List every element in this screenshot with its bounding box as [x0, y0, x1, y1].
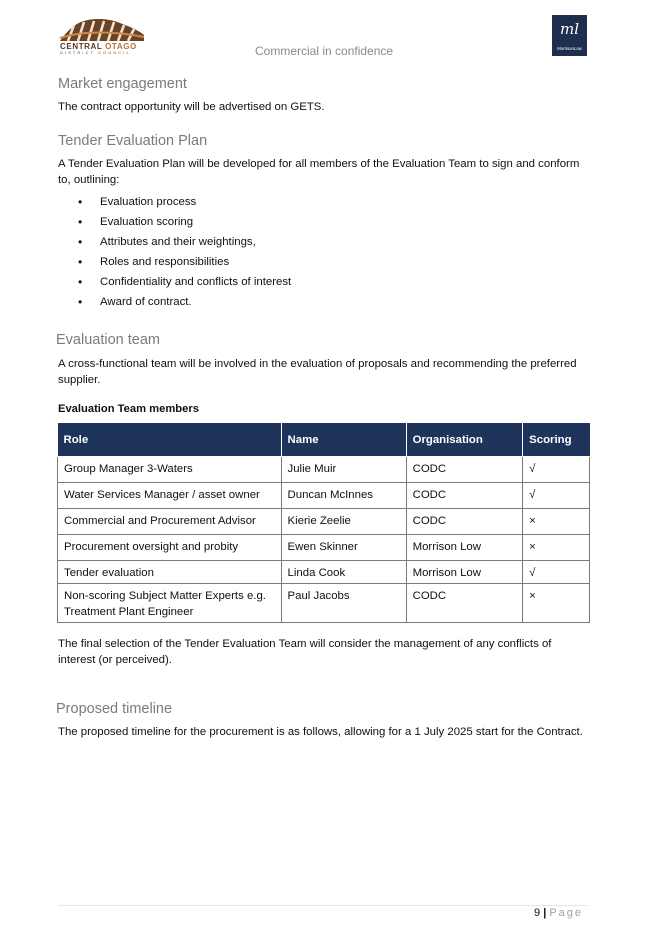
ml-monogram-icon: ml	[559, 20, 580, 38]
timeline-text: The proposed timeline for the procurement is as follows, allowing for a 1 July 2025 start for the Contract.	[58, 726, 583, 738]
cell-organisation: CODC	[406, 457, 523, 483]
list-item: • Attributes and their weightings,	[58, 234, 291, 254]
footer-divider	[58, 905, 588, 906]
cell-role: Non-scoring Subject Matter Experts e.g. Treatment Plant Engineer	[58, 584, 282, 623]
cell-scoring: √	[523, 483, 590, 509]
evaluation-team-table	[57, 423, 590, 623]
list-item: • Award of contract.	[58, 294, 291, 314]
cell-name: Kierie Zeelie	[281, 509, 406, 535]
confidentiality-label: Commercial in confidence	[255, 44, 394, 58]
market-engagement-text: The contract opportunity will be advertised on GETS.	[58, 101, 325, 113]
list-item: • Confidentiality and conflicts of interest	[58, 274, 291, 294]
heading-tender-evaluation-plan: Tender Evaluation Plan	[58, 133, 208, 149]
cell-name: Duncan McInnes	[281, 483, 406, 509]
table-row	[58, 535, 590, 561]
table-row	[58, 457, 590, 483]
list-item: • Roles and responsibilities	[58, 254, 291, 274]
cell-name: Linda Cook	[281, 561, 406, 584]
morrison-low-logo	[552, 15, 587, 56]
column-header-name: Name	[281, 423, 406, 457]
cell-scoring: √	[523, 457, 590, 483]
cell-role: Water Services Manager / asset owner	[58, 483, 282, 509]
page-number-separator: |	[543, 907, 547, 919]
table-caption: Evaluation Team members	[58, 403, 199, 415]
cell-role: Tender evaluation	[58, 561, 282, 584]
cell-scoring: ×	[523, 509, 590, 535]
column-header-organisation: Organisation	[406, 423, 523, 457]
tender-plan-list	[58, 194, 291, 314]
cell-scoring: ×	[523, 535, 590, 561]
cell-scoring: √	[523, 561, 590, 584]
heading-market-engagement: Market engagement	[58, 76, 187, 92]
codc-logo-subtitle: DISTRICT COUNCIL	[60, 51, 131, 55]
cell-role: Commercial and Procurement Advisor	[58, 509, 282, 535]
cell-name: Julie Muir	[281, 457, 406, 483]
cell-role: Group Manager 3-Waters	[58, 457, 282, 483]
column-header-scoring: Scoring	[523, 423, 590, 457]
list-item: • Evaluation process	[58, 194, 291, 214]
cell-organisation: Morrison Low	[406, 535, 523, 561]
page-label: Page	[549, 907, 584, 919]
heading-proposed-timeline: Proposed timeline	[56, 701, 173, 717]
morrison-low-wordmark: MorrisonLow	[557, 46, 582, 51]
codc-logo-name: CENTRAL OTAGO	[60, 42, 137, 51]
codc-logo	[58, 16, 148, 56]
cell-name: Ewen Skinner	[281, 535, 406, 561]
column-header-role: Role	[58, 423, 282, 457]
evaluation-team-closing: The final selection of the Tender Evaluation Team will consider the management of any conflicts of interest (or perceived).	[58, 638, 552, 666]
evaluation-team-intro: A cross-functional team will be involved in the evaluation of proposals and recommending the preferred supplier.	[58, 358, 577, 386]
table-row	[58, 509, 590, 535]
page-header	[0, 0, 645, 72]
cell-organisation: CODC	[406, 584, 523, 623]
cell-name: Paul Jacobs	[281, 584, 406, 623]
cell-scoring: ×	[523, 584, 590, 623]
hills-logo-icon	[58, 16, 148, 42]
table-row	[58, 584, 590, 623]
table-row	[58, 561, 590, 584]
cell-organisation: Morrison Low	[406, 561, 523, 584]
cell-organisation: CODC	[406, 509, 523, 535]
tender-plan-intro: A Tender Evaluation Plan will be developed for all members of the Evaluation Team to sign and conform to, outlining:	[58, 158, 580, 186]
page-number-value: 9	[534, 907, 541, 919]
cell-organisation: CODC	[406, 483, 523, 509]
cell-role: Procurement oversight and probity	[58, 535, 282, 561]
table-row	[58, 483, 590, 509]
list-item: • Evaluation scoring	[58, 214, 291, 234]
page-number	[534, 907, 583, 919]
heading-evaluation-team: Evaluation team	[56, 332, 160, 348]
